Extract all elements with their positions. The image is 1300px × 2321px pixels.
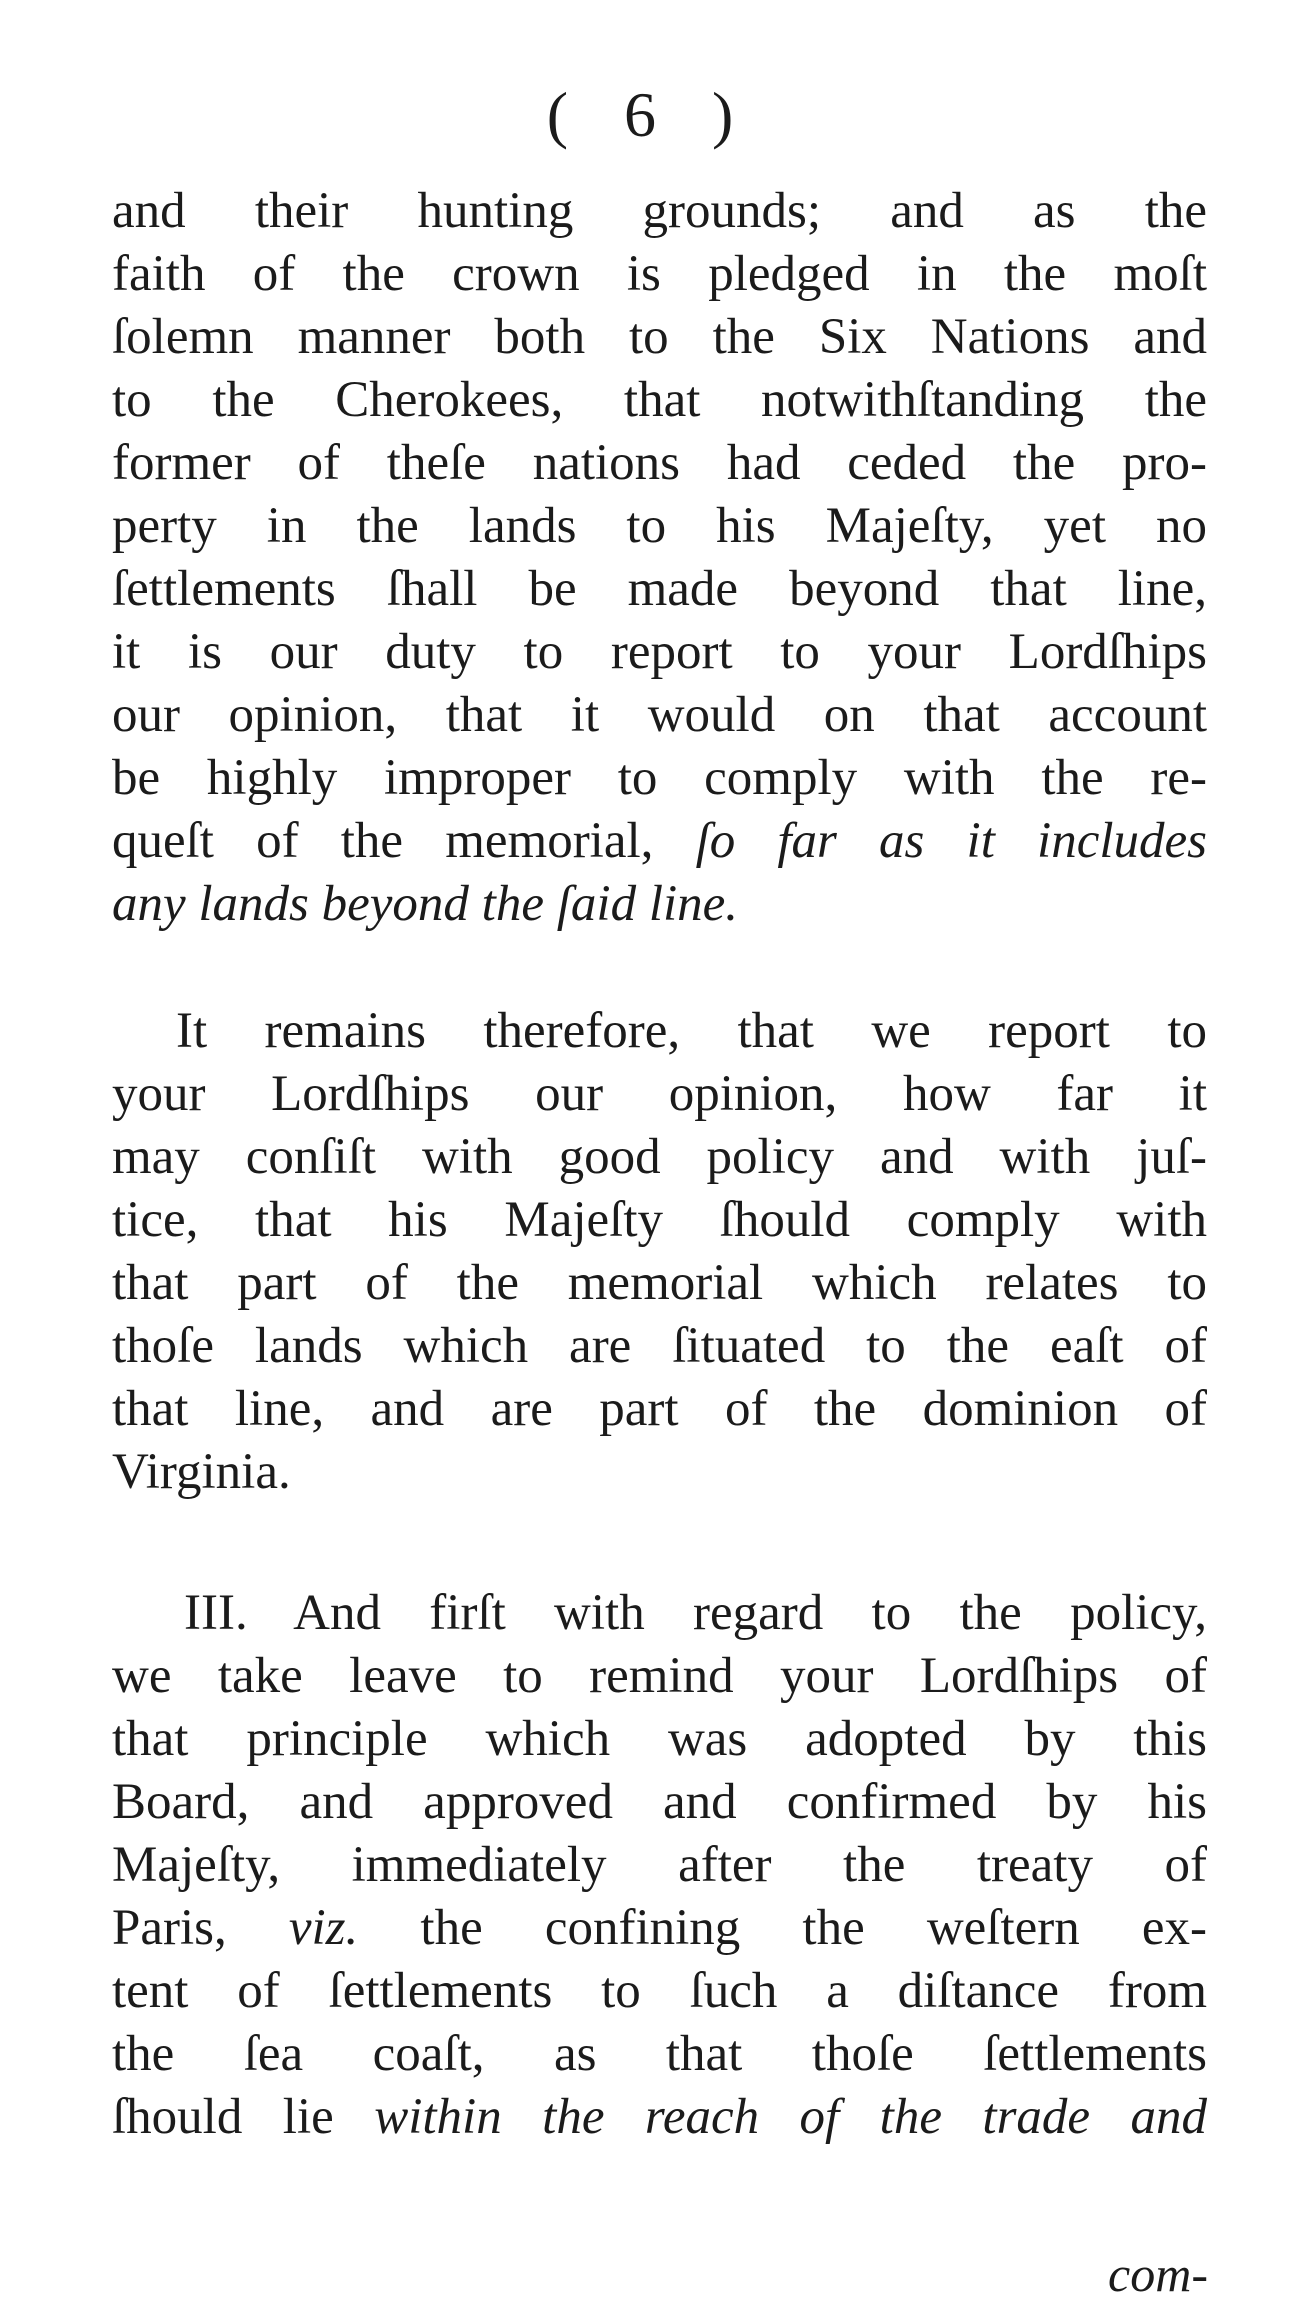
text-line: the ſea coaſt, as that thoſe ſettlements — [112, 2026, 1207, 2082]
text-line: It remains therefore, that we report to — [176, 1003, 1207, 1059]
text-line: your Lordſhips our opinion, how far it — [112, 1066, 1207, 1122]
page-number: ( 6 ) — [546, 79, 754, 150]
text-line: and their hunting grounds; and as the — [112, 183, 1207, 239]
paragraph-2 — [112, 1000, 1207, 1504]
text-line: may conſiſt with good policy and with juſ- — [112, 1129, 1207, 1185]
text-line: Virginia. — [112, 1444, 291, 1500]
text-line: that line, and are part of the dominion of — [112, 1381, 1207, 1437]
italic-text: within the reach of the trade and — [374, 2089, 1207, 2145]
text-line: tice, that his Majeſty ſhould comply with — [112, 1192, 1207, 1248]
paragraph-3 — [112, 1582, 1207, 2149]
text-line: tent of ſettlements to ſuch a diſtance from — [112, 1963, 1207, 2019]
text-line: that part of the memorial which relates to — [112, 1255, 1207, 1311]
text-line: our opinion, that it would on that account — [112, 687, 1207, 743]
catchword: com- — [1108, 2246, 1208, 2302]
text-line: perty in the lands to his Majeſty, yet no — [112, 498, 1207, 554]
text-segment: Paris, — [112, 1900, 227, 1956]
text-line — [112, 1897, 1207, 1960]
italic-text: ſo far as it includes — [695, 813, 1207, 869]
text-line: that principle which was adopted by this — [112, 1711, 1207, 1767]
text-segment: the confining the weſtern ex- — [420, 1900, 1208, 1956]
text-line — [112, 810, 1207, 873]
text-line: to the Cherokees, that notwithſtanding the — [112, 372, 1207, 428]
text-line: III. And firſt with regard to the policy, — [184, 1585, 1207, 1641]
text-line: we take leave to remind your Lordſhips of — [112, 1648, 1207, 1704]
text-line: it is our duty to report to your Lordſhips — [112, 624, 1207, 680]
text-line: Board, and approved and confirmed by his — [112, 1774, 1207, 1830]
text-line: be highly improper to comply with the re- — [112, 750, 1207, 806]
text-line: faith of the crown is pledged in the moſt — [112, 246, 1207, 302]
text-line: ſettlements ſhall be made beyond that line, — [112, 561, 1207, 617]
text-line — [112, 873, 1207, 936]
text-segment: ſhould lie — [112, 2089, 334, 2145]
italic-text: viz. — [288, 1900, 359, 1956]
text-line — [112, 2086, 1207, 2149]
text-line: thoſe lands which are ſituated to the eaſt of — [112, 1318, 1207, 1374]
text-line: former of theſe nations had ceded the pro- — [112, 435, 1207, 491]
paragraph-1 — [112, 180, 1207, 936]
text-segment: queſt of the memorial, — [112, 813, 654, 869]
italic-text: any lands beyond the ſaid line. — [112, 876, 739, 932]
text-line: ſolemn manner both to the Six Nations and — [112, 309, 1207, 365]
text-line: Majeſty, immediately after the treaty of — [112, 1837, 1207, 1893]
